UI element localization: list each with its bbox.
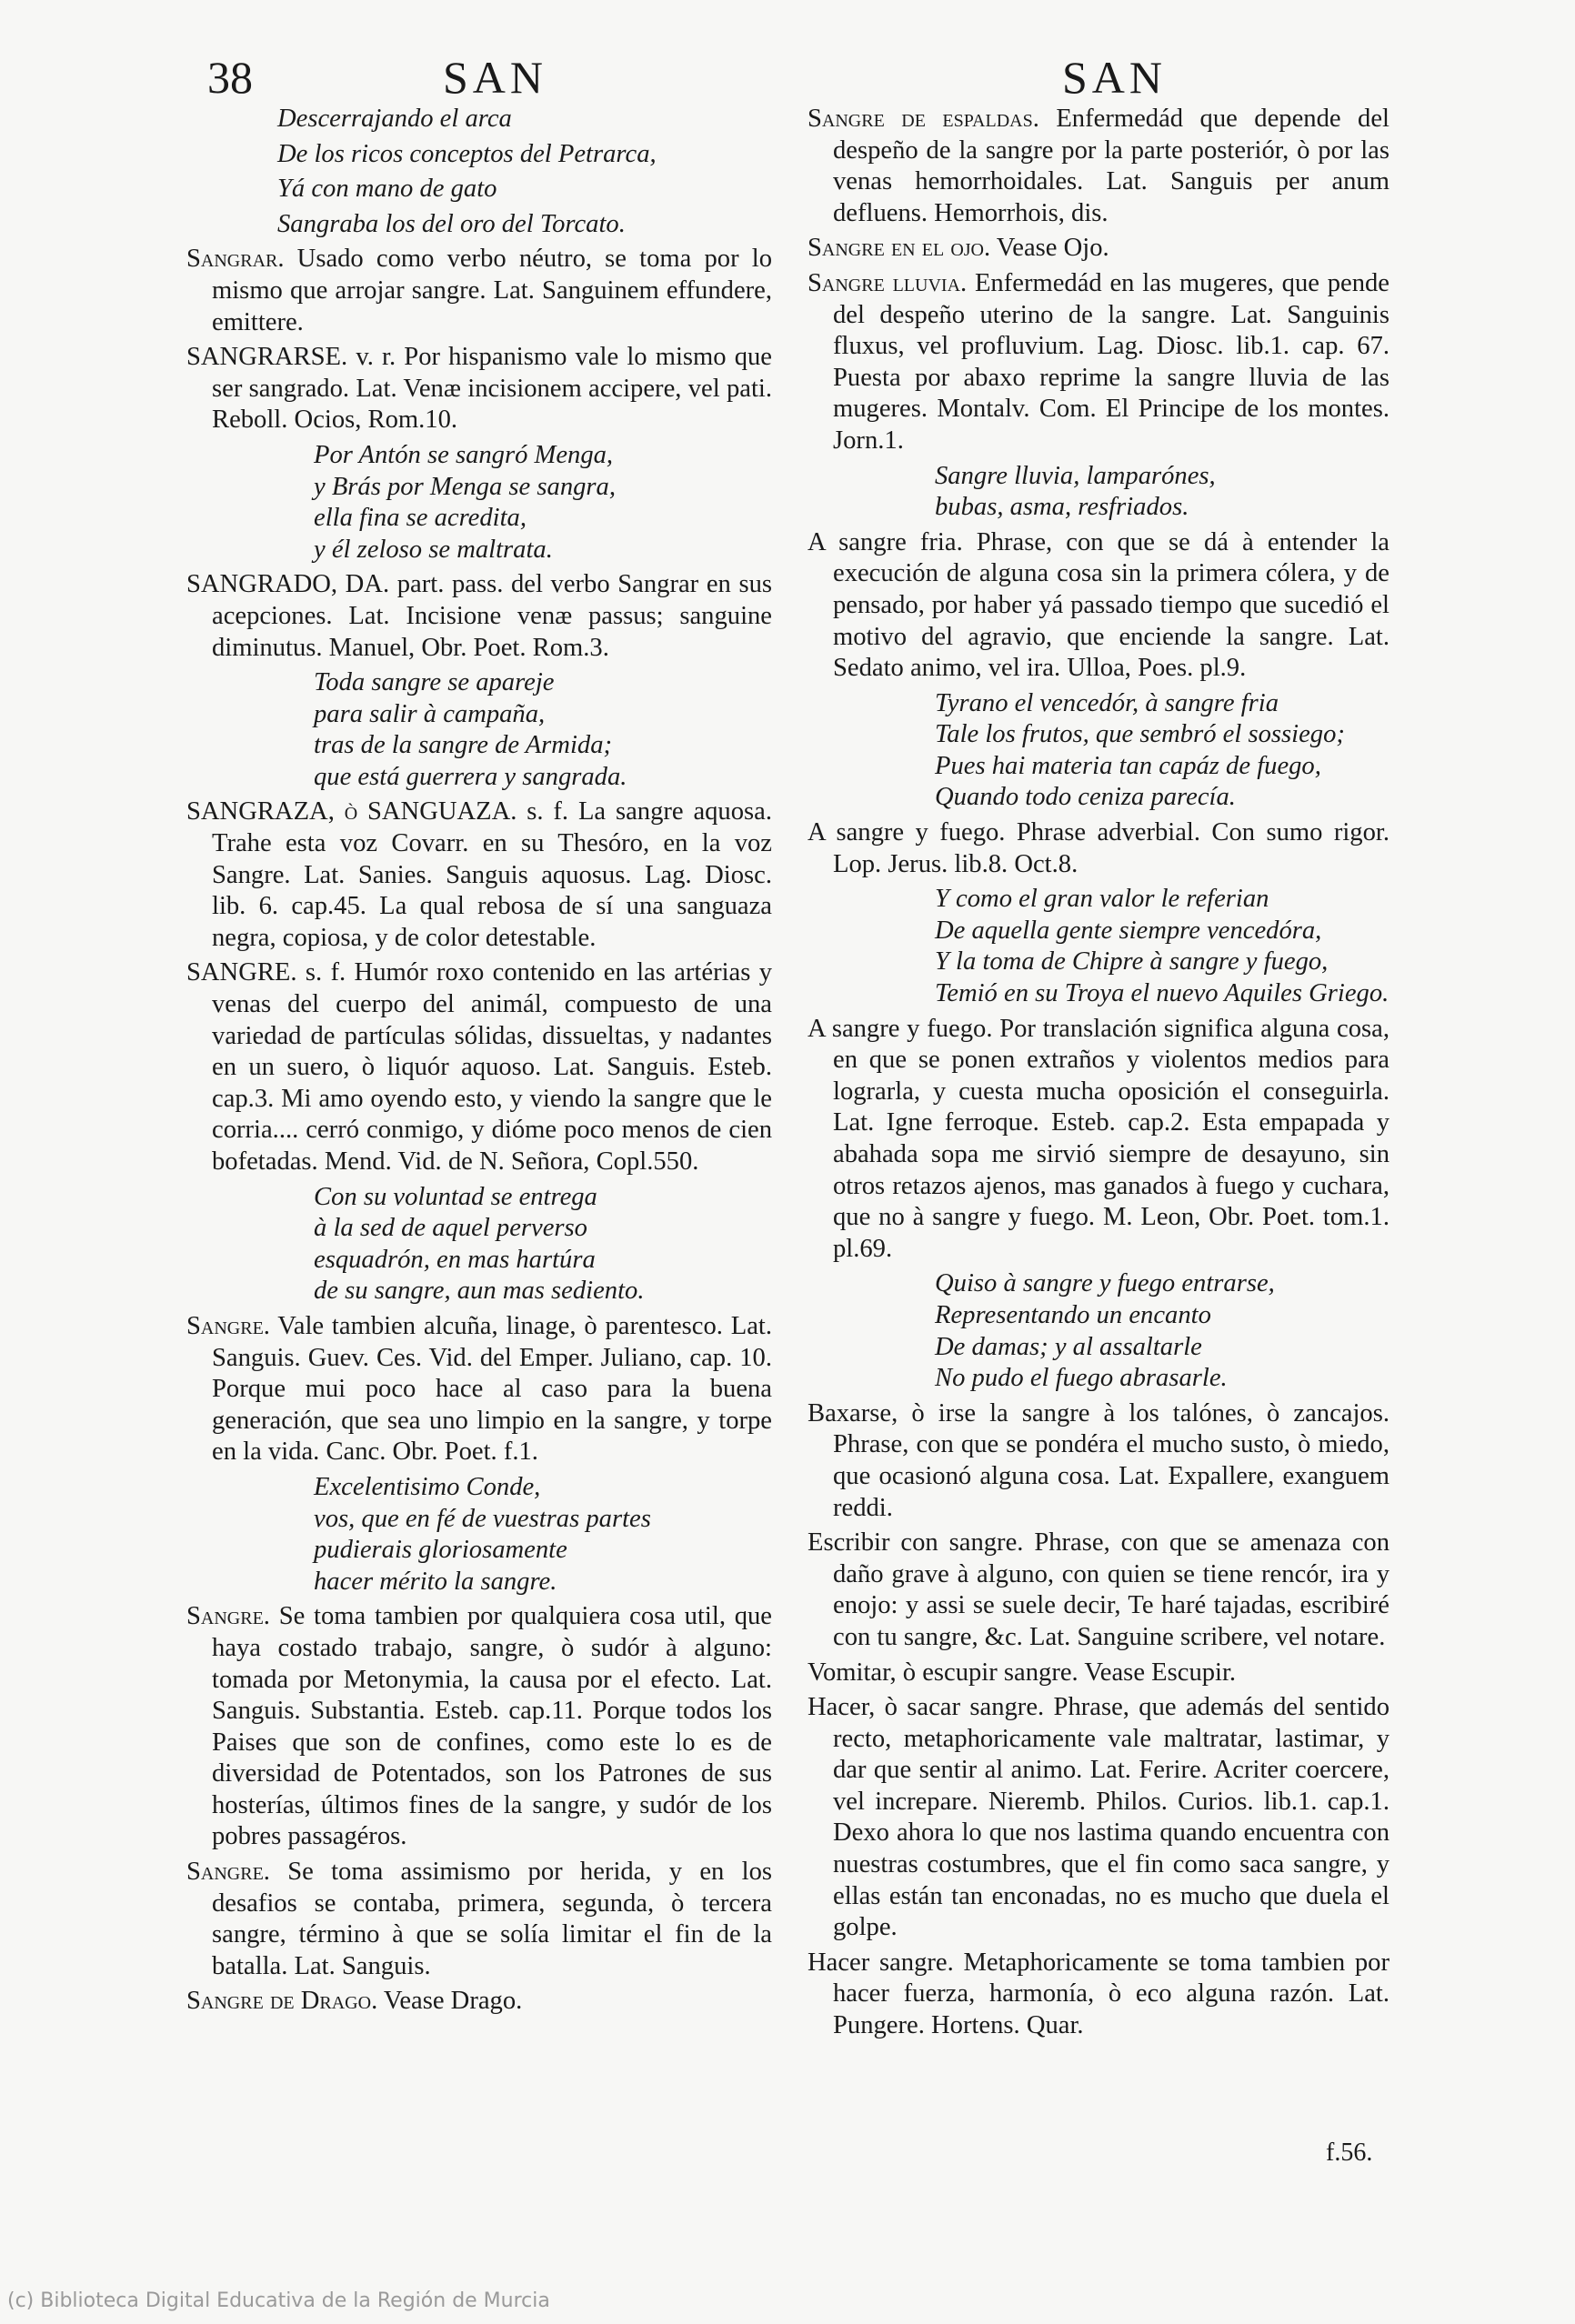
library-credit: (c) Biblioteca Digital Educativa de la Región de Murcia — [7, 2289, 550, 2312]
entry-headword: SANGRARSE. — [186, 343, 348, 372]
entry-text: Sangraba los del oro del Torcato. — [277, 209, 626, 238]
verse-line: de su sangre, aun mas sediento. — [314, 1277, 645, 1306]
dictionary-entry — [186, 569, 772, 664]
verse-line: y Brás por Menga se sangra, — [314, 472, 616, 501]
dictionary-entry — [186, 1857, 772, 1982]
dictionary-entry — [186, 244, 772, 338]
dictionary-entry — [808, 1398, 1389, 1524]
entry-headword: SANGRAZA, ò SANGUAZA. — [186, 797, 517, 826]
verse-line: Quiso à sangre y fuego entrarse, — [935, 1269, 1275, 1298]
page-number: 38 — [207, 52, 253, 103]
verse-line: Excelentisimo Conde, — [314, 1472, 541, 1501]
entry-headword: SANGRE. — [186, 958, 297, 987]
entry-text: Vease Drago. — [377, 1987, 523, 2016]
entry-headword: SANGRADO, DA. — [186, 570, 390, 599]
verse-line: Y como el gran valor le referian — [935, 885, 1269, 914]
verse-quote — [186, 667, 772, 793]
verse-line: Pues hai materia tan capáz de fuego, — [935, 751, 1321, 780]
dictionary-entry — [186, 342, 772, 436]
entry-headword: Sangre de espaldas. — [808, 105, 1039, 133]
verse-line: Temió en su Troya el nuevo Aquiles Griego. — [935, 979, 1389, 1008]
continued-verse-line — [186, 174, 772, 205]
entry-text: s. f. La sangre aquosa. Trahe esta voz Covarr. en su Thesóro, en la voz Sangre. Lat. Sanies. Sanguis aquosus. Lag. Diosc. lib. 6. cap.45. La qual rebosa de sí una sanguaza negra, copiosa, y de color detestable. — [212, 797, 772, 952]
verse-line: Con su voluntad se entrega — [314, 1182, 597, 1211]
verse-quote — [808, 884, 1389, 1009]
dictionary-entry — [808, 1692, 1389, 1944]
verse-line: y él zeloso se maltrata. — [314, 535, 553, 564]
verse-quote — [808, 688, 1389, 814]
dictionary-entry — [808, 817, 1389, 880]
entry-text: Enfermedád que depende del despeño de la sangre por la parte posteriór, ò por las venas hemorrhoidales. Lat. Sanguis per anum defluens. Hemorrhois, dis. — [833, 105, 1389, 227]
entry-text: Usado como verbo néutro, se toma por lo mismo que arrojar sangre. Lat. Sanguinem effundere, emittere. — [212, 245, 772, 336]
verse-line: No pudo el fuego abrasarle. — [935, 1364, 1228, 1393]
entry-headword: Sangrar. — [186, 245, 285, 274]
entry-text: Hacer, ò sacar sangre. Phrase, que además del sentido recto, metaphoricamente vale maltratar, lastimar, y dar que sentir al animo. Lat. Ferire. Acriter coercere, vel increpare. Nieremb. Philos. Curios. lib.1. cap.1. Dexo ahora lo que nos lastima quando encuentra con nuestras costumbres, que el fin como saca sangre, y ellas están tan enconadas, no es mucho que duela el golpe. — [808, 1693, 1389, 1942]
verse-line: à la sed de aquel perverso — [314, 1214, 587, 1243]
entry-headword: Sangre en el ojo. — [808, 234, 991, 263]
right-column — [808, 104, 1389, 2046]
verse-line: hacer mérito la sangre. — [314, 1567, 557, 1596]
entry-text: Vease Ojo. — [990, 234, 1109, 263]
running-head-right: SAN — [1062, 52, 1168, 103]
verse-line: esquadrón, en mas hartúra — [314, 1245, 596, 1274]
dictionary-entry — [808, 268, 1389, 457]
verse-line: Toda sangre se apareje — [314, 668, 555, 697]
dictionary-entry — [808, 104, 1389, 229]
entry-text: Baxarse, ò irse la sangre à los talónes, ò zancajos. Phrase, con que se pondéra el mucho susto, ò miedo, que ocasionó alguna cosa. Lat. Expallere, exanguem reddi. — [808, 1398, 1389, 1522]
entry-text: A sangre fria. Phrase, con que se dá à entender la execución de alguna cosa sin la primera cólera, y de pensado, por haber yá passado tiempo que sucedió el motivo del agravio, que enciende la sangre. Lat. Sedato animo, vel ira. Ulloa, Poes. pl.9. — [808, 527, 1389, 683]
entry-headword: Sangre. — [186, 1858, 270, 1887]
verse-quote — [186, 1472, 772, 1598]
entry-text: Hacer sangre. Metaphoricamente se toma tambien por hacer fuerza, harmonía, ò eco alguna razón. Lat. Pungere. Hortens. Quar. — [808, 1948, 1389, 2040]
verse-line: vos, que en fé de vuestras partes — [314, 1504, 651, 1533]
dictionary-entry — [808, 1948, 1389, 2042]
verse-line: Representando un encanto — [935, 1300, 1211, 1329]
entry-text: A sangre y fuego. Por translación significa alguna cosa, en que se ponen extraños y violentos medios para lograrla, y cuesta mucha oposición el conseguirla. Lat. Igne ferroque. Esteb. cap.2. Esta empapada y abahada sopa me sirvió siempre de desayuno, sin otros retazos ajenos, mas ganados à fuego y cuchara, que no à sangre y fuego. M. Leon, Obr. Poet. tom.1. pl.69. — [808, 1014, 1389, 1263]
entry-headword: Sangre lluvia. — [808, 268, 968, 297]
entry-text: De los ricos conceptos del Petrarca, — [277, 139, 657, 168]
verse-quote — [186, 440, 772, 566]
entry-text: Se toma assimismo por herida, y en los desafios se contaba, primera, segunda, ò tercera sangre, término à que se solía limitar el fin de la batalla. Lat. Sanguis. — [212, 1858, 772, 1980]
dictionary-entry — [186, 957, 772, 1177]
dictionary-entry — [808, 1014, 1389, 1266]
verse-line: Y la toma de Chipre à sangre y fuego, — [935, 947, 1329, 977]
entry-headword: Sangre. — [186, 1311, 270, 1340]
verse-line: pudierais gloriosamente — [314, 1536, 567, 1565]
verse-line: que está guerrera y sangrada. — [314, 762, 627, 791]
entry-text: Escribir con sangre. Phrase, con que se amenaza con daño grave à alguno, con quien se tiene rencór, ira y enojo: y assi se suele decir, Te haré tajadas, escribiré con tu sangre, &c. Lat. Sanguine scribere, vel notare. — [808, 1528, 1389, 1651]
entry-text: v. r. Por hispanismo vale lo mismo que ser sangrado. Lat. Venæ incisionem accipere, vel pati. Reboll. Ocios, Rom.10. — [212, 343, 772, 435]
verse-line: Por Antón se sangró Menga, — [314, 440, 614, 469]
entry-text: Vale tambien alcuña, linage, ò parentesco. Lat. Sanguis. Guev. Ces. Vid. del Emper. Juliano, cap. 10. Porque mui poco hace al caso para la buena generación, que sea uno limpio en la sangre, y torpe en la vida. Canc. Obr. Poet. f.1. — [212, 1311, 772, 1467]
entry-text: Yá con mano de gato — [277, 175, 497, 204]
dictionary-entry — [186, 1986, 772, 2018]
dictionary-entry — [186, 1601, 772, 1853]
verse-line: para salir à campaña, — [314, 699, 546, 728]
entry-text: s. f. Humór roxo contenido en las artérias y venas del cuerpo del animál, compuesto de una variedad de partículas sólidas, dissueltas, y nadantes en un suero, ò liquór aquoso. Lat. Sanguis. Esteb. cap.3. Mi amo oyendo esto, y viendo la sangre que le corria.... cerró conmigo, y dióme poco menos de cien bofetadas. Mend. Vid. de N. Señora, Copl.550. — [212, 958, 772, 1176]
verse-line: Tyrano el vencedór, à sangre fria — [935, 688, 1279, 717]
verse-line: De damas; y al assaltarle — [935, 1332, 1202, 1361]
entry-text: Enfermedád en las mugeres, que pende del despeño uterino de la sangre. Lat. Sanguinis fluxus, vel profluvium. Lag. Diosc. lib.1. cap. 67. Puesta por abaxo reprime la sangre lluvia de las mugeres. Montalv. Com. El Principe de los montes. Jorn.1. — [833, 268, 1390, 455]
verse-line: Sangre lluvia, lamparónes, — [935, 461, 1216, 490]
dictionary-entry — [808, 527, 1389, 685]
verse-line: Quando todo ceniza parecía. — [935, 783, 1236, 812]
continued-verse-line — [186, 209, 772, 241]
dictionary-entry — [808, 233, 1389, 265]
dictionary-entry — [186, 1311, 772, 1468]
catchword: f.56. — [1326, 2139, 1373, 2167]
dictionary-entry — [808, 1528, 1389, 1653]
entry-text: Descerrajando el arca — [277, 105, 512, 133]
verse-quote — [186, 1182, 772, 1307]
verse-line: Tale los frutos, que sembró el sossiego; — [935, 720, 1345, 749]
entry-headword: Sangre de Drago. — [186, 1987, 378, 2016]
entry-text: Vomitar, ò escupir sangre. Vease Escupir. — [808, 1658, 1237, 1687]
running-head-left: SAN — [443, 52, 548, 103]
entry-text: A sangre y fuego. Phrase adverbial. Con sumo rigor. Lop. Jerus. lib.8. Oct.8. — [808, 818, 1389, 878]
left-column — [186, 104, 772, 2021]
verse-quote — [808, 461, 1389, 524]
verse-line: bubas, asma, resfriados. — [935, 493, 1189, 522]
continued-verse-line — [186, 104, 772, 135]
entry-headword: Sangre. — [186, 1602, 270, 1631]
dictionary-entry — [186, 796, 772, 954]
dictionary-entry — [808, 1658, 1389, 1689]
entry-text: Se toma tambien por qualquiera cosa util, que haya costado trabajo, sangre, ò sudór à alguno: tomada por Metonymia, la causa por el efecto. Lat. Sanguis. Substantia. Esteb. cap.11. Porque todos los Paises que son de confines, como este lo es de diversidad de Potentados, son los Patrones de sus hosterías, últimos fines de la sangre, y sudór de los pobres passagéros. — [212, 1602, 772, 1851]
verse-quote — [808, 1268, 1389, 1394]
continued-verse-line — [186, 139, 772, 171]
verse-line: ella fina se acredita, — [314, 504, 527, 533]
verse-line: De aquella gente siempre vencedóra, — [935, 916, 1322, 945]
verse-line: tras de la sangre de Armida; — [314, 731, 613, 760]
entry-text: part. pass. del verbo Sangrar en sus acepciones. Lat. Incisione venæ passus; sanguine diminutus. Manuel, Obr. Poet. Rom.3. — [212, 570, 772, 662]
